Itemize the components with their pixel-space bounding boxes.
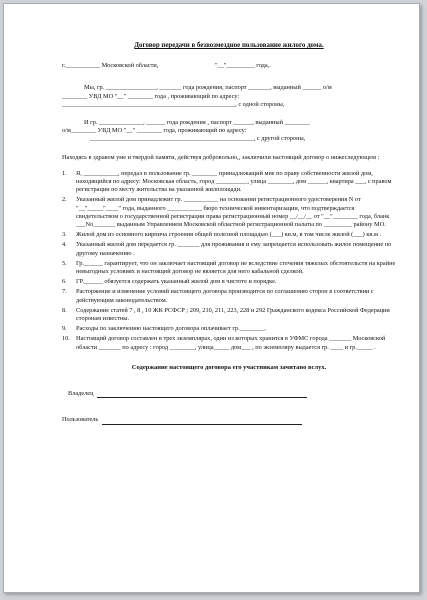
list-item xyxy=(62,278,396,286)
item-number: 8. xyxy=(62,306,67,314)
item-number: 5. xyxy=(62,259,67,267)
signature-line-user xyxy=(62,416,396,424)
closing-statement: Содержание настоящего договора его участникам зачитано вслух. xyxy=(131,363,327,371)
party-one-line: Мы, гр. ________________, _______ года рождения, паспорт _______, выданный ______ о/м xyxy=(84,84,332,92)
party-two-block xyxy=(62,119,396,144)
party-one-block xyxy=(62,84,396,109)
list-item xyxy=(62,196,396,229)
item-number: 6. xyxy=(62,278,67,286)
item-number: 1. xyxy=(62,169,67,177)
list-item xyxy=(62,325,396,333)
terms-list xyxy=(62,170,396,352)
item-number: 2. xyxy=(62,196,67,204)
signature-label: Пользователь xyxy=(62,416,99,424)
item-text: Гр.______ гарантирует, что он заключает настоящий договор не вследствие стечения тяжелых обстоятельств на крайне невыгодных условиях и настоящий договор не является для него кабальной сделкой. xyxy=(76,259,396,276)
list-item xyxy=(62,170,396,195)
party-one-line: _______________________________________________________, с одной стороны, xyxy=(62,100,285,108)
item-text: Содержание статей 7 , 8 , 10 ЖК РСФСР ; 209, 210, 211, 223, 228 и 292 Гражданского кодекса Российской Федерации сторонам известны. xyxy=(76,306,390,323)
item-number: 9. xyxy=(62,325,67,333)
item-text: Я, ___________, передал в пользование гр. ________ принадлежащий мне по праву собственности жилой дом, находящийся по адресу: Московская область, город __________, улица ________, дом ______, квартира ___, с правом регистрации по месту жительства на указанной жилплощади. xyxy=(76,169,392,194)
list-item xyxy=(62,335,396,351)
item-text: ГР.______ обязуется содержать указанный жилой дом в чистоте и порядке. xyxy=(76,278,277,286)
item-text: Расходы по заключению настоящего договора оплачивает гр.________. xyxy=(76,325,267,333)
item-text: Расторжение и изменение условий настоящего договора производится по соглашению сторон в соответствии с действующим законодательством. xyxy=(76,288,374,304)
document-title: Договор передачи в безвозмездное пользование жилого дома. xyxy=(134,42,324,49)
list-item xyxy=(62,260,396,276)
signature-label: Владелец xyxy=(68,390,94,398)
item-text: Жилой дом из основного кирпича строения общей полезной площадью (___) кв.м, в том числе жилой (___) кв.м . xyxy=(76,231,382,239)
party-two-line: И гр. ______________, ______ года рождения , паспорт ______, выданный ________ xyxy=(84,119,310,127)
list-item xyxy=(62,307,396,323)
list-item xyxy=(62,241,396,257)
list-item xyxy=(62,288,396,304)
document-page xyxy=(3,3,420,593)
item-number: 7. xyxy=(62,288,67,296)
item-number: 3. xyxy=(62,231,67,239)
party-two-line: ____________________________________________________, с другой стороны, xyxy=(90,135,306,143)
signature-field xyxy=(102,418,302,425)
document-body xyxy=(62,42,396,425)
item-text: Указанный жилой дом передается гр. _______ для проживания и ему запрещается использовать жилое помещение по другому назначению . xyxy=(76,241,392,257)
party-one-line: ________ УВД МО "__" ________ года , проживающий по адресу: xyxy=(62,92,240,100)
list-item xyxy=(62,231,396,239)
item-text: Указанный жилой дом принадлежит гр. ___________ на основании регистрационного удостоверения N от "__"_____"____" года, выданного ___________ бюро технической инвентаризации, что подтверждается свидетельством о государственной регистрации права регистрационный номер __/__/__ от "__"________ года, бланк ___No_______ выданным Управлением Московской областной регистрационной палаты по _________ району МО. xyxy=(76,196,390,229)
item-text: Настоящий договор составлен в трех экземплярах, один из которых хранится в УФМС города _______ Московской области _______ по адресу : город ________, улица_____ дом___ , по экземпляру выдается гр. ____ и гр._____ . xyxy=(76,335,386,351)
intro-paragraph: Находясь в здравом уме и твердой памяти, действуя добровольно,, заключили настоящий договор о нижеследующем : xyxy=(62,153,380,161)
item-number: 10. xyxy=(62,335,70,343)
signature-line-owner xyxy=(68,390,396,398)
party-two-line: о/м________ УВД МО "__" ________ года, проживающий по адресу: xyxy=(62,127,247,135)
city-date-line: г.___________ Московской области, "__"_________ года,. xyxy=(62,62,271,70)
item-number: 4. xyxy=(62,241,67,249)
signature-field xyxy=(97,391,307,398)
